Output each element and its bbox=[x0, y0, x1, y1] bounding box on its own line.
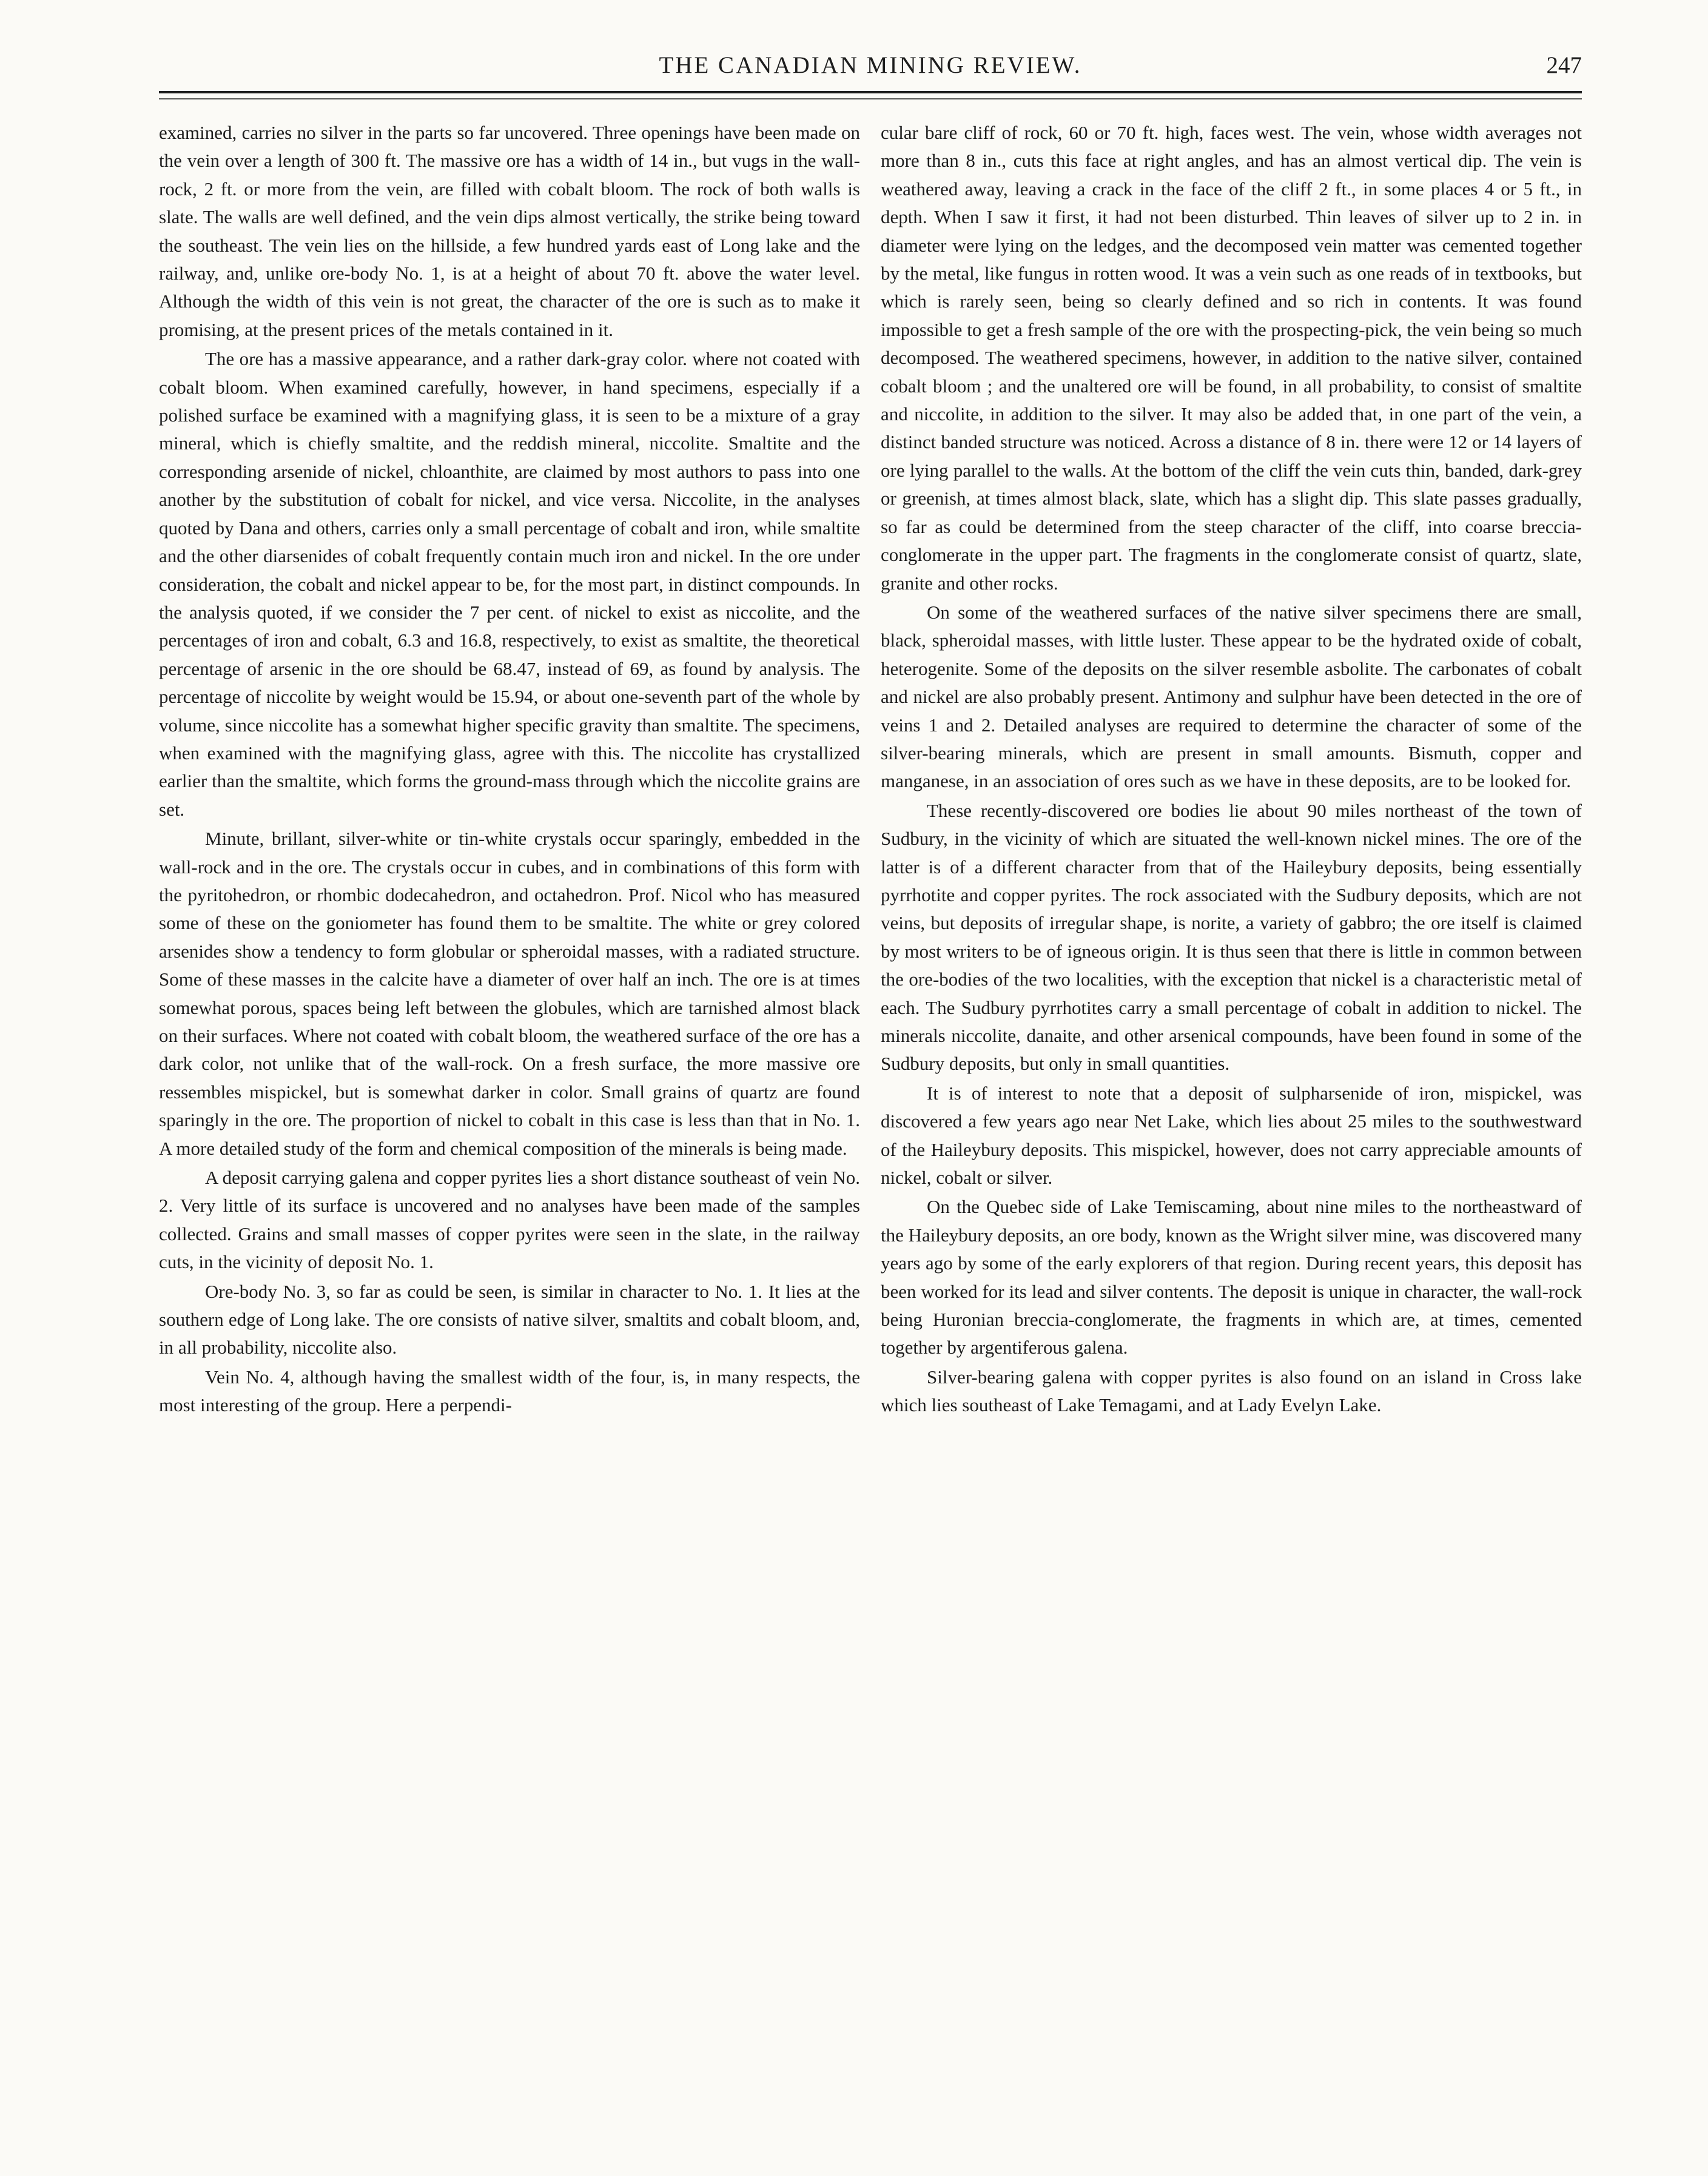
paragraph: Minute, brillant, silver-white or tin-white crystals occur sparingly, embedded in the wall-rock and in the ore. The crystals occur in cubes, and in combinations of this form with the pyritohedron, or rhombic dodecahedron, and octahedron. Prof. Nicol who has measured some of these on the goniometer has found them to be smaltite. The white or grey colored arsenides show a tendency to form globular or spheroidal masses, with a radiated structure. Some of these masses in the calcite have a diameter of over half an inch. The ore is at times somewhat porous, spaces being left between the globules, which are tarnished almost black on their surfaces. Where not coated with cobalt bloom, the weathered surface of the ore has a dark color, not unlike that of the wall-rock. On a fresh surface, the more massive ore ressembles mispickel, but is somewhat darker in color. Small grains of quartz are found sparingly in the ore. The proportion of nickel to cobalt in this case is less than that in No. 1. A more detailed study of the form and chemical composition of the minerals is being made. bbox=[159, 828, 860, 1159]
paragraph: Ore-body No. 3, so far as could be seen, is similar in character to No. 1. It lies at the southern edge of Long lake. The ore consists of native silver, smaltits and cobalt bloom, and, in all probability, niccolite also. bbox=[159, 1280, 860, 1358]
paragraph: Vein No. 4, although having the smallest width of the four, is, in many respects, the most interesting of the group. Here a perpendi- bbox=[159, 1366, 860, 1416]
paragraph: examined, carries no silver in the parts so far uncovered. Three openings have been made on the vein over a length of 300 ft. The massive ore has a width of 14 in., but vugs in the wall-rock, 2 ft. or more from the vein, are filled with cobalt bloom. The rock of both walls is slate. The walls are well defined, and the vein dips almost vertically, the strike being toward the southeast. The vein lies on the hillside, a few hundred yards east of Long lake and the railway, and, unlike ore-body No. 1, is at a height of about 70 ft. above the water level. Although the width of this vein is not great, the character of the ore is such as to make it promising, at the present prices of the metals contained in it. bbox=[159, 122, 860, 340]
running-header bbox=[159, 47, 1582, 84]
paragraph: cular bare cliff of rock, 60 or 70 ft. high, faces west. The vein, whose width averages not more than 8 in., cuts this face at right angles, and has an almost vertical dip. The vein is weathered away, leaving a crack in the face of the cliff 2 ft., in some places 4 or 5 ft., in depth. When I saw it first, it had not been disturbed. Thin leaves of silver up to 2 in. in diameter were lying on the ledges, and the decomposed vein matter was cemented together by the metal, like fungus in rotten wood. It was a vein such as one reads of in textbooks, but which is rarely seen, being so clearly defined and so rich in contents. It was found impossible to get a fresh sample of the ore with the prospecting-pick, the vein being so much decomposed. The weathered specimens, however, in addition to the native silver, contained cobalt bloom ; and the unaltered ore will be found, in all probability, to consist of smaltite and niccolite, in addition to the silver. It may also be added that, in one part of the vein, a distinct banded structure was noticed. Across a distance of 8 in. there were 12 or 14 layers of ore lying parallel to the walls. At the bottom of the cliff the vein cuts thin, banded, dark-grey or greenish, at times almost black, slate, which has a slight dip. This slate passes gradually, so far as could be determined from the steep character of the cliff, into coarse breccia-conglomerate in the upper part. The fragments in the conglomerate consist of quartz, slate, granite and other rocks. bbox=[881, 122, 1582, 594]
page-number: 247 bbox=[1546, 52, 1582, 78]
paragraph: Silver-bearing galena with copper pyrites is also found on an island in Cross lake which lies southeast of Lake Temagami, and at Lady Evelyn Lake. bbox=[881, 1366, 1582, 1416]
left-column bbox=[159, 119, 860, 2047]
header-rule-thin bbox=[159, 98, 1582, 99]
paragraph: These recently-discovered ore bodies lie about 90 miles northeast of the town of Sudbury, in the vicinity of which are situated the well-known nickel mines. The ore of the latter is of a different character from that of the Haileybury deposits, being essentially pyrrhotite and copper pyrites. The rock associated with the Sudbury deposits, which are not veins, but deposits of irregular shape, is norite, a variety of gabbro; the ore itself is claimed by most writers to be of igneous origin. It is thus seen that there is little in common between the ore-bodies of the two localities, with the exception that nickel is a characteristic metal of each. The Sudbury pyrrhotites carry a small percentage of cobalt in addition to nickel. The minerals niccolite, danaite, and other arsenical compounds, have been found in some of the Sudbury deposits, but only in small quantities. bbox=[881, 799, 1582, 1075]
paragraph: On the Quebec side of Lake Temiscaming, about nine miles to the northeastward of the Haileybury deposits, an ore body, known as the Wright silver mine, was discovered many years ago by some of the early explorers of that region. During recent years, this deposit has been worked for its lead and silver contents. The deposit is unique in character, the wall-rock being Huronian breccia-conglomerate, the fragments in which are, at times, cemented together by argentiferous galena. bbox=[881, 1196, 1582, 1358]
journal-title: THE CANADIAN MINING REVIEW. bbox=[659, 52, 1082, 78]
paragraph: It is of interest to note that a deposit of sulpharsenide of iron, mispickel, was discovered a few years ago near Net Lake, which lies about 25 miles to the southwestward of the Haileybury deposits. This mispickel, however, does not carry appreciable amounts of nickel, cobalt or silver. bbox=[881, 1082, 1582, 1189]
paragraph: On some of the weathered surfaces of the native silver specimens there are small, black, spheroidal masses, with little luster. These appear to be the hydrated oxide of cobalt, heterogenite. Some of the deposits on the silver resemble asbolite. The carbonates of cobalt and nickel are also probably present. Antimony and sulphur have been detected in the ore of veins 1 and 2. Detailed analyses are required to determine the character of some of the silver-bearing minerals, which are present in small amounts. Bismuth, copper and manganese, in an association of ores such as we have in these deposits, are to be looked for. bbox=[881, 601, 1582, 792]
right-column bbox=[881, 119, 1582, 2047]
paragraph: The ore has a massive appearance, and a rather dark-gray color. where not coated with cobalt bloom. When examined carefully, however, in hand specimens, especially if a polished surface be examined with a magnifying glass, it is seen to be a mixture of a gray mineral, which is chiefly smaltite, and the reddish mineral, niccolite. Smaltite and the corresponding arsenide of nickel, chloanthite, are claimed by most authors to pass into one another by the substitution of cobalt for nickel, and vice versa. Niccolite, in the analyses quoted by Dana and others, carries only a small percentage of cobalt and iron, while smaltite and the other diarsenides of cobalt frequently contain much iron and nickel. In the ore under consideration, the cobalt and nickel appear to be, for the most part, in distinct compounds. In the analysis quoted, if we consider the 7 per cent. of nickel to exist as niccolite, and the percentages of iron and cobalt, 6.3 and 16.8, respectively, to exist as smaltite, the theoretical percentage of arsenic in the ore should be 68.47, instead of 69, as found by analysis. The percentage of niccolite by weight would be 15.94, or about one-seventh part of the whole by volume, since niccolite has a somewhat higher specific gravity than smaltite. The specimens, when examined with the magnifying glass, agree with this. The niccolite has crystallized earlier than the smaltite, which forms the ground-mass through which the niccolite grains are set. bbox=[159, 348, 860, 820]
paragraph: A deposit carrying galena and copper pyrites lies a short distance southeast of vein No. 2. Very little of its surface is uncovered and no analyses have been made of the samples collected. Grains and small masses of copper pyrites were seen in the slate, in the railway cuts, in the vicinity of deposit No. 1. bbox=[159, 1167, 860, 1273]
header-rule bbox=[159, 91, 1582, 93]
